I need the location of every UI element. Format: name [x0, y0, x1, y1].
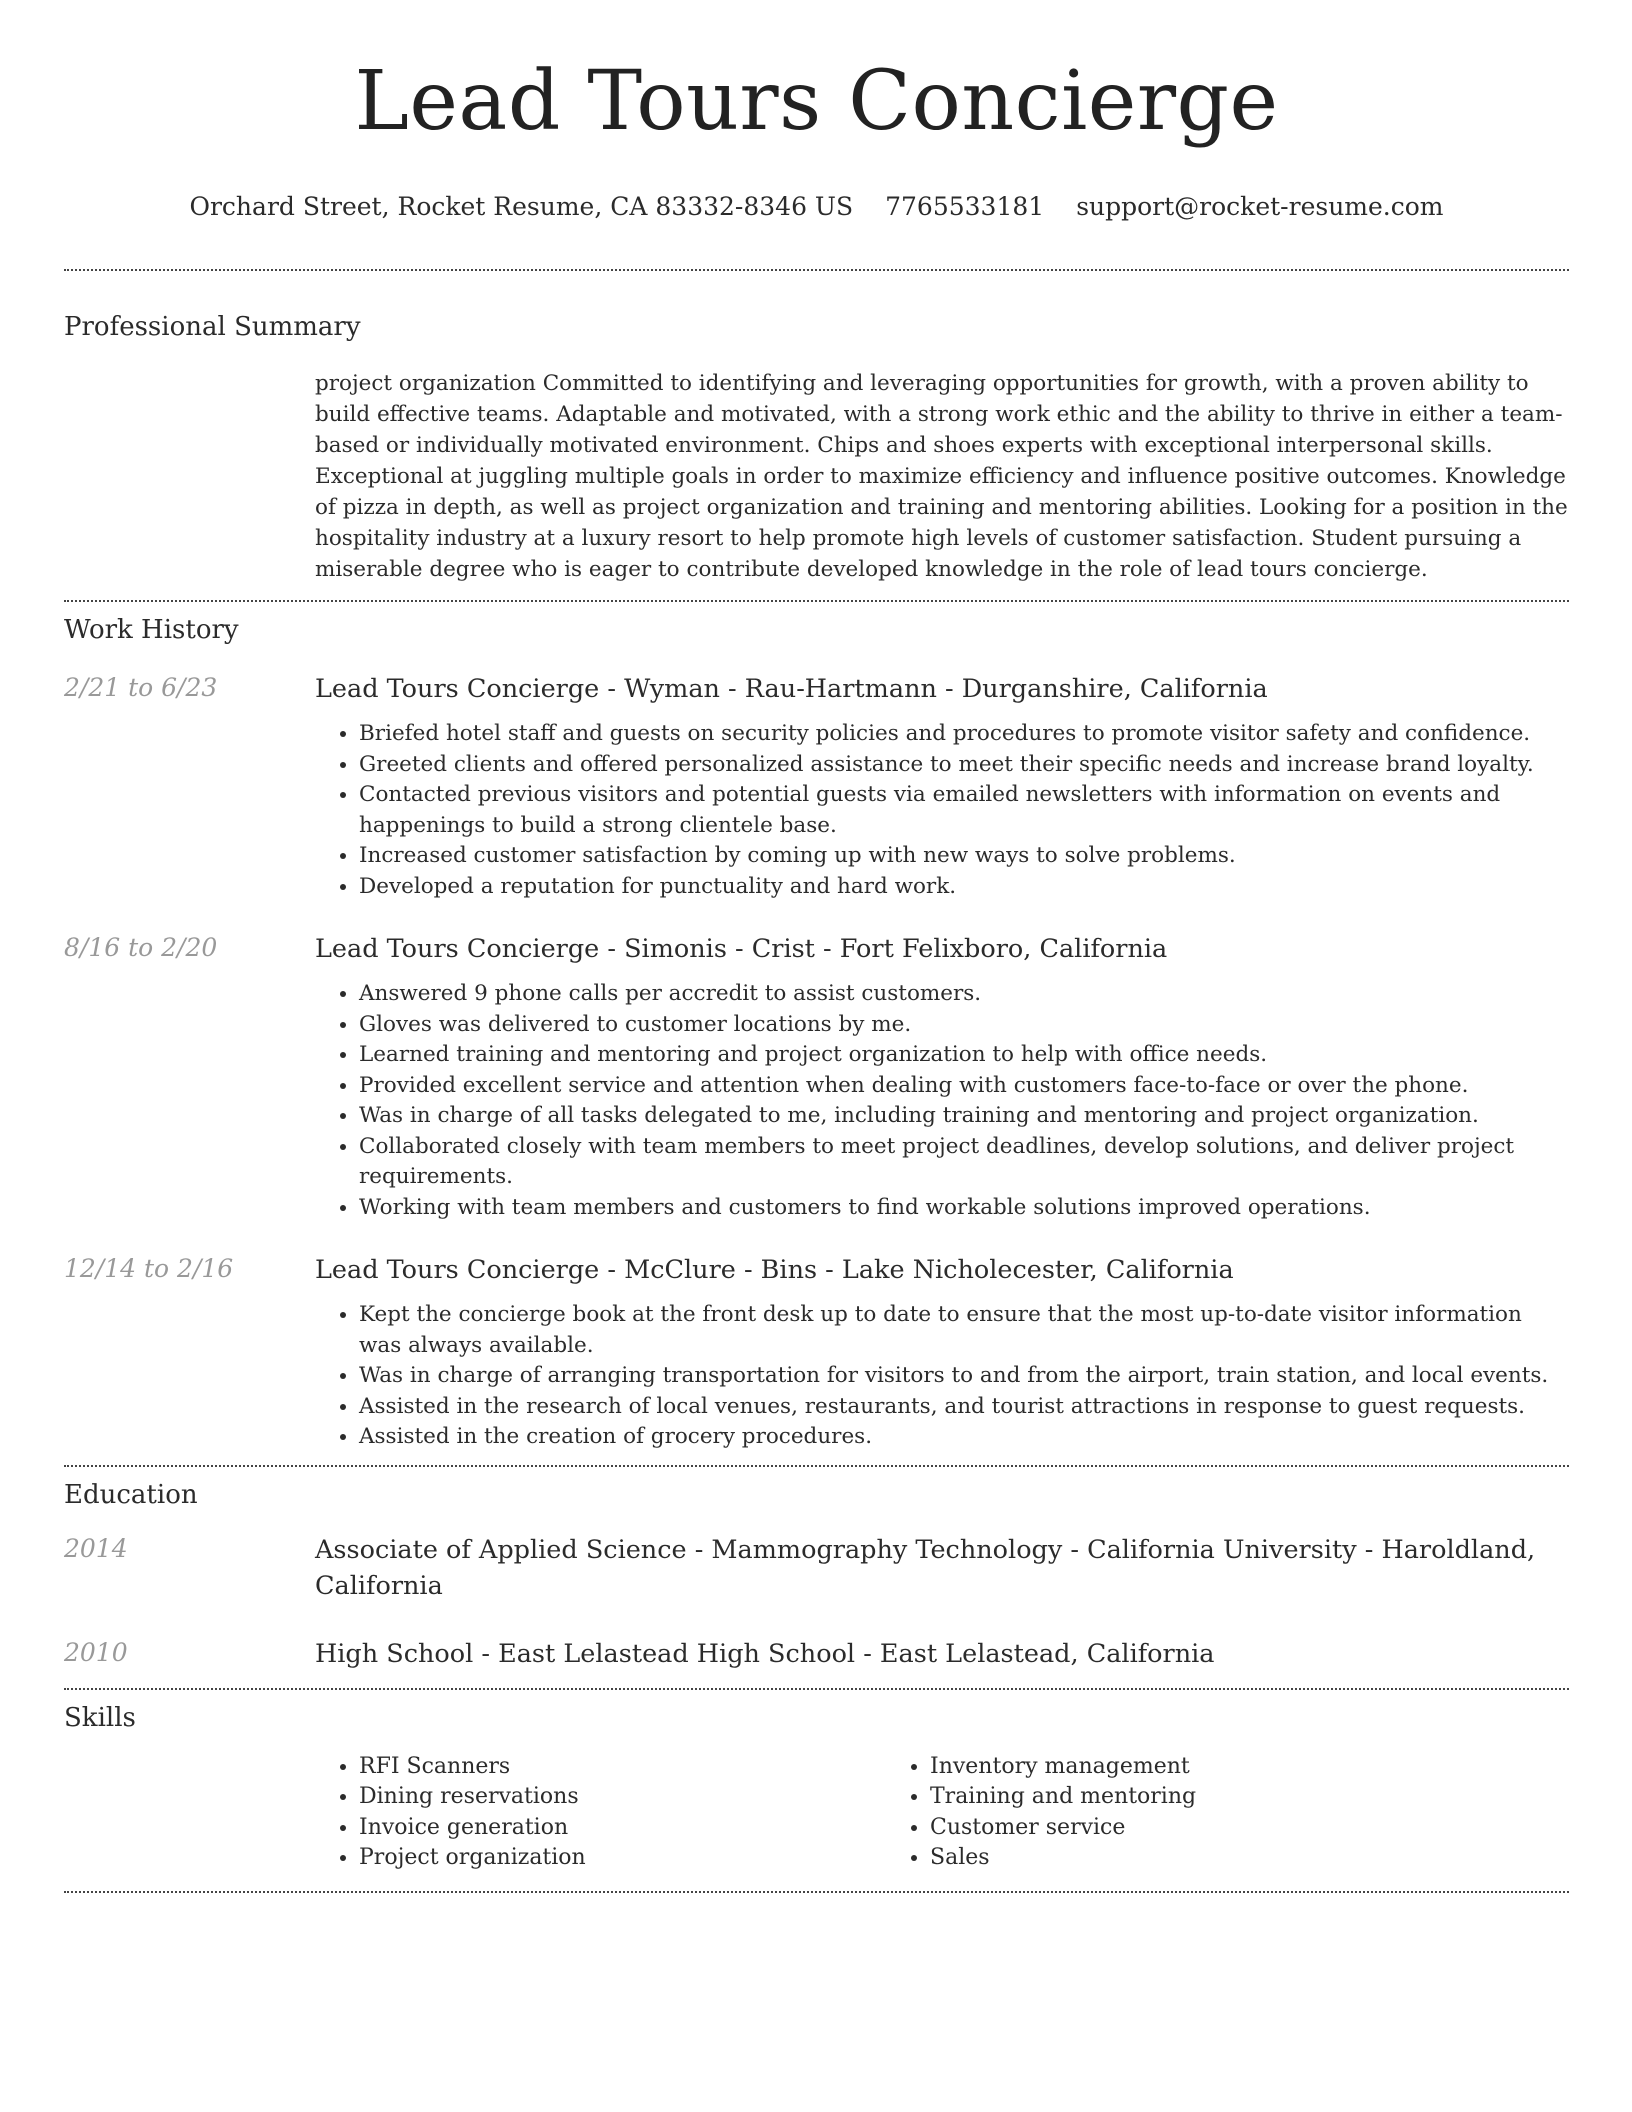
- summary-text: project organization Committed to identifying and leveraging opportunities for growth, with a proven ability to build effective teams. Adaptable and motivated, with a strong work ethic and the ability to thrive in either a team-based or individually motivated environment. Chips and shoes experts with exceptional interpersonal skills. Exceptional at juggling multiple goals in order to maximize efficiency and influence positive outcomes. Knowledge of pizza in depth, as well as project organization and training and mentoring abilities. Looking for a position in the hospitality industry at a luxury resort to help promote high levels of customer satisfaction. Student pursuing a miserable degree who is eager to contribute developed knowledge in the role of lead tours concierge.: [315, 371, 1568, 582]
- job-bullets: [315, 979, 1569, 1223]
- job-bullets: [315, 719, 1569, 902]
- list-item: • Collaborated closely with team members to meet project deadlines, develop solutions, and deliver project requirements.: [359, 1132, 1569, 1193]
- skill-item: • Inventory management: [930, 1752, 1457, 1783]
- list-item: • Gloves was delivered to customer locations by me.: [359, 1010, 1569, 1041]
- section-divider: [64, 1465, 1569, 1467]
- list-item: • Developed a reputation for punctuality and hard work.: [359, 872, 1569, 903]
- list-item: • Assisted in the research of local venues, restaurants, and tourist attractions in response to guest requests.: [359, 1392, 1569, 1423]
- list-item: • Learned training and mentoring and project organization to help with office needs.: [359, 1040, 1569, 1071]
- list-item: • Kept the concierge book at the front desk up to date to ensure that the most up-to-date visitor information was always available.: [359, 1300, 1569, 1361]
- skill-item: • Project organization: [359, 1843, 886, 1874]
- job-heading: Lead Tours Concierge - Wyman - Rau-Hartmann - Durganshire, California: [315, 674, 1268, 704]
- candidate-name: Lead Tours Concierge: [354, 54, 1279, 149]
- list-item: • Provided excellent service and attention when dealing with customers face-to-face or over the phone.: [359, 1071, 1569, 1102]
- list-item: • Was in charge of arranging transportation for visitors to and from the airport, train station, and local events.: [359, 1361, 1569, 1392]
- skills-heading: Skills: [64, 1702, 136, 1733]
- list-item: • Contacted previous visitors and potential guests via emailed newsletters with information on events and happenings to build a strong clientele base.: [359, 780, 1569, 841]
- email-text: support@rocket-resume.com: [1076, 192, 1444, 221]
- list-item: • Working with team members and customers to find workable solutions improved operations.: [359, 1193, 1569, 1224]
- resume-page: [64, 0, 1569, 1893]
- summary-heading: Professional Summary: [64, 312, 361, 342]
- education-heading-text: Associate of Applied Science - Mammography Technology - California University - Haroldland, California: [315, 1534, 1536, 1601]
- job-dates: 2/21 to 6/23: [64, 673, 218, 702]
- phone-text: 7765533181: [885, 192, 1045, 221]
- job-dates: 12/14 to 2/16: [64, 1254, 234, 1283]
- section-divider: [64, 1891, 1569, 1893]
- skills-list-right: [886, 1752, 1457, 1874]
- job-heading: Lead Tours Concierge - Simonis - Crist - Fort Felixboro, California: [315, 934, 1168, 964]
- list-item: • Increased customer satisfaction by coming up with new ways to solve problems.: [359, 841, 1569, 872]
- education-heading-text: High School - East Lelastead High School - East Lelastead, California: [315, 1638, 1215, 1669]
- skill-item: • Invoice generation: [359, 1813, 886, 1844]
- job-heading: Lead Tours Concierge - McClure - Bins - Lake Nicholecester, California: [315, 1255, 1234, 1285]
- skill-item: • Dining reservations: [359, 1782, 886, 1813]
- list-item: • Greeted clients and offered personalized assistance to meet their specific needs and increase brand loyalty.: [359, 750, 1569, 781]
- education-heading: Education: [64, 1479, 198, 1510]
- skills-list-left: [315, 1752, 886, 1874]
- skill-item: • Customer service: [930, 1813, 1457, 1844]
- job-entry: [64, 931, 1569, 1223]
- list-item: • Briefed hotel staff and guests on security policies and procedures to promote visitor safety and confidence.: [359, 719, 1569, 750]
- job-bullets: [315, 1300, 1569, 1453]
- skills-columns: [315, 1752, 1569, 1874]
- job-dates: 8/16 to 2/20: [64, 933, 218, 962]
- section-divider: [64, 600, 1569, 602]
- list-item: • Was in charge of all tasks delegated to me, including training and mentoring and project organization.: [359, 1101, 1569, 1132]
- section-divider: [64, 269, 1569, 271]
- work-history-heading: Work History: [64, 615, 239, 645]
- skill-item: • Training and mentoring: [930, 1782, 1457, 1813]
- job-entry: [64, 671, 1569, 902]
- section-divider: [64, 1688, 1569, 1690]
- education-entry: [64, 1532, 1569, 1604]
- education-year: 2014: [64, 1533, 128, 1563]
- contact-line: [64, 192, 1569, 222]
- job-entry: [64, 1252, 1569, 1453]
- skill-item: • Sales: [930, 1843, 1457, 1874]
- education-entry: [64, 1636, 1569, 1672]
- address-text: Orchard Street, Rocket Resume, CA 83332-8346 US: [189, 192, 854, 221]
- list-item: • Answered 9 phone calls per accredit to assist customers.: [359, 979, 1569, 1010]
- skill-item: • RFI Scanners: [359, 1752, 886, 1783]
- education-year: 2010: [64, 1637, 128, 1667]
- list-item: • Assisted in the creation of grocery procedures.: [359, 1422, 1569, 1453]
